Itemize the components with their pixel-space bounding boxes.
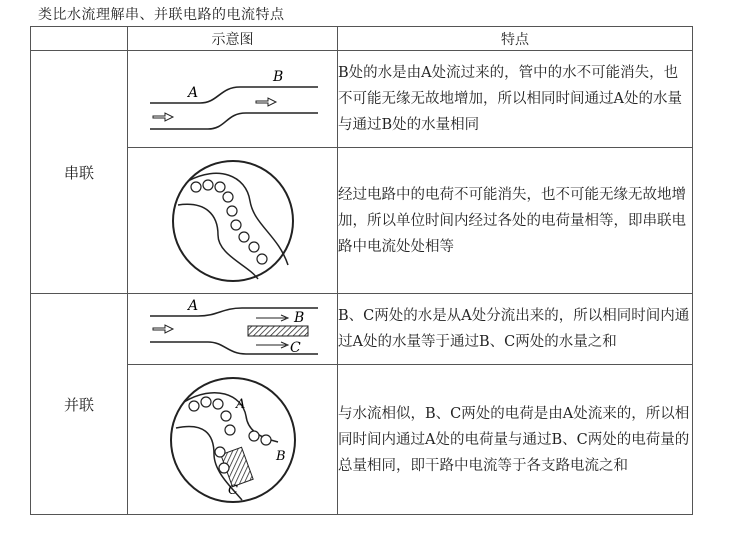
parallel-charge-diagram	[128, 365, 338, 515]
table-row	[31, 148, 693, 294]
parallel-water-text: B、C两处的水是从A处分流出来的，所以相同时间内通过A处的水量等于通过B、C两处的水量之和	[338, 294, 693, 365]
series-water-diagram	[128, 51, 338, 148]
label-b: B	[293, 310, 304, 326]
comparison-table	[30, 26, 693, 515]
series-charge-text: 经过电路中的电荷不可能消失，也不可能无缘无故地增加，所以单位时间内经过各处的电荷量相等，即串联电路中电流处处相等	[338, 148, 693, 294]
table-header-row	[31, 27, 693, 51]
category-series: 串联	[31, 51, 128, 294]
parallel-charge-text: 与水流相似，B、C两处的电荷是由A处流来的，所以相同时间内通过A处的电荷量与通过B、C两处的电荷量的总量相同，即干路中电流等于各支路电流之和	[338, 365, 693, 515]
table-row	[31, 294, 693, 365]
series-charge-diagram	[128, 148, 338, 294]
header-features: 特点	[338, 27, 693, 51]
label-a: A	[235, 396, 245, 412]
header-blank	[31, 27, 128, 51]
label-b: B	[272, 69, 283, 85]
parallel-water-diagram	[128, 294, 338, 365]
header-diagram: 示意图	[128, 27, 338, 51]
label-a: A	[187, 85, 198, 101]
label-a: A	[187, 298, 198, 314]
label-c: C	[227, 482, 238, 498]
label-c: C	[289, 340, 301, 356]
table-row	[31, 365, 693, 515]
series-water-text: B处的水是由A处流过来的，管中的水不可能消失，也不可能无缘无故地增加，所以相同时间通过A处的水量与通过B处的水量相同	[338, 51, 693, 148]
label-b: B	[275, 448, 286, 464]
page-title: 类比水流理解串、并联电路的电流特点	[38, 7, 285, 23]
table-row	[31, 51, 693, 148]
category-parallel: 并联	[31, 294, 128, 515]
